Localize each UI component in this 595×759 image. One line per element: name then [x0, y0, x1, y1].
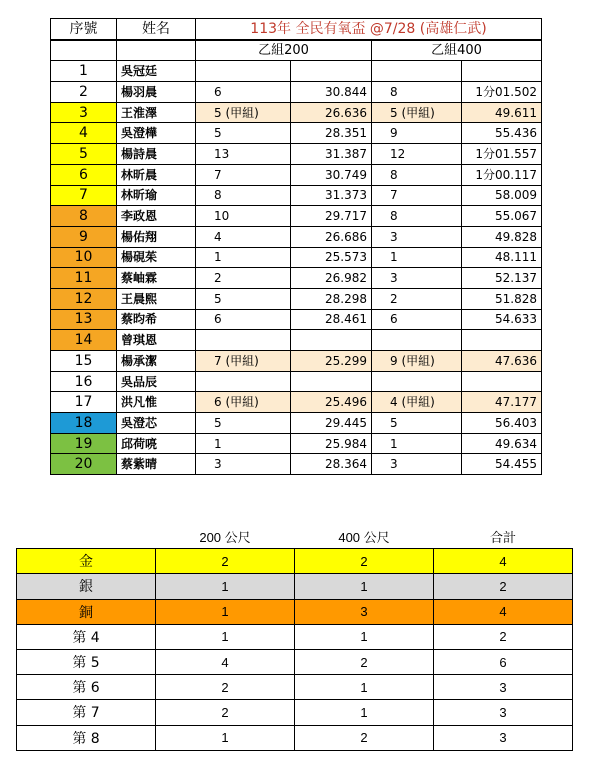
medal-count-400: 1	[295, 675, 434, 700]
time-400: 1分00.117	[462, 164, 542, 185]
athlete-number: 6	[51, 164, 117, 185]
group-400-header: 乙組400	[372, 40, 542, 61]
time-400: 49.828	[462, 226, 542, 247]
athlete-name: 蔡紫晴	[117, 454, 196, 475]
medal-count-400: 2	[295, 725, 434, 750]
meet-title: 113年 全民有氧盃 @7/28 (高雄仁武)	[196, 19, 542, 40]
time-400: 54.633	[462, 309, 542, 330]
place-200: 5	[196, 413, 291, 434]
medal-header-total: 合計	[489, 529, 516, 545]
place-200: 4	[196, 226, 291, 247]
place-200: 6	[196, 82, 291, 103]
medal-count-200: 4	[156, 649, 295, 674]
place-400: 2	[372, 288, 462, 309]
athlete-number: 9	[51, 226, 117, 247]
medal-row	[17, 649, 573, 674]
medal-count-200: 1	[156, 725, 295, 750]
place-400	[372, 61, 462, 82]
result-row	[51, 330, 542, 351]
place-400	[372, 330, 462, 351]
athlete-name: 楊承潔	[117, 351, 196, 372]
place-200: 6 (甲組)	[196, 392, 291, 413]
time-200: 28.364	[291, 454, 372, 475]
place-200: 7	[196, 164, 291, 185]
result-row	[51, 123, 542, 144]
time-400: 56.403	[462, 413, 542, 434]
place-200: 6	[196, 309, 291, 330]
result-row	[51, 206, 542, 227]
medal-row	[17, 675, 573, 700]
medal-header-200: 200 公尺	[199, 529, 251, 545]
medal-count-400: 1	[295, 574, 434, 599]
athlete-number: 2	[51, 82, 117, 103]
medal-count-total: 3	[434, 675, 573, 700]
time-200: 25.299	[291, 351, 372, 372]
time-200	[291, 330, 372, 351]
medal-count-total: 4	[434, 549, 573, 574]
athlete-name: 吳澄樺	[117, 123, 196, 144]
time-200: 28.461	[291, 309, 372, 330]
col-name-header: 姓名	[117, 19, 196, 40]
place-200: 8	[196, 185, 291, 206]
result-row	[51, 288, 542, 309]
time-400	[462, 371, 542, 392]
time-200: 28.298	[291, 288, 372, 309]
athlete-name: 吳澄芯	[117, 413, 196, 434]
athlete-number: 3	[51, 102, 117, 123]
place-400: 7	[372, 185, 462, 206]
medal-count-200: 2	[156, 675, 295, 700]
time-200: 28.351	[291, 123, 372, 144]
athlete-number: 13	[51, 309, 117, 330]
medal-count-total: 2	[434, 574, 573, 599]
athlete-name: 洪凡惟	[117, 392, 196, 413]
time-400: 55.067	[462, 206, 542, 227]
place-200	[196, 330, 291, 351]
athlete-name: 林昕晨	[117, 164, 196, 185]
place-400: 1	[372, 247, 462, 268]
medal-row	[17, 624, 573, 649]
time-200: 26.686	[291, 226, 372, 247]
athlete-number: 1	[51, 61, 117, 82]
time-200: 25.984	[291, 433, 372, 454]
medal-count-200: 1	[156, 574, 295, 599]
athlete-name: 李政恩	[117, 206, 196, 227]
medal-count-total: 6	[434, 649, 573, 674]
medal-label: 第 7	[17, 700, 156, 725]
place-400: 1	[372, 433, 462, 454]
athlete-name: 邱荷喨	[117, 433, 196, 454]
time-200: 25.573	[291, 247, 372, 268]
medal-label: 第 5	[17, 649, 156, 674]
results-group-row	[51, 40, 542, 61]
medal-label: 銀	[17, 574, 156, 599]
result-row	[51, 226, 542, 247]
time-400: 48.111	[462, 247, 542, 268]
medal-count-400: 3	[295, 599, 434, 624]
time-400: 55.436	[462, 123, 542, 144]
result-row	[51, 61, 542, 82]
athlete-number: 8	[51, 206, 117, 227]
group-200-header: 乙組200	[196, 40, 372, 61]
result-row	[51, 392, 542, 413]
place-400: 4 (甲組)	[372, 392, 462, 413]
place-200: 7 (甲組)	[196, 351, 291, 372]
time-200: 26.636	[291, 102, 372, 123]
medal-label: 第 6	[17, 675, 156, 700]
time-200	[291, 61, 372, 82]
athlete-name: 楊詩晨	[117, 144, 196, 165]
place-200: 2	[196, 268, 291, 289]
athlete-name: 蔡昀希	[117, 309, 196, 330]
athlete-name: 楊羽晨	[117, 82, 196, 103]
place-400: 8	[372, 82, 462, 103]
time-200: 26.982	[291, 268, 372, 289]
athlete-name: 吳冠廷	[117, 61, 196, 82]
place-200: 10	[196, 206, 291, 227]
place-200: 5	[196, 288, 291, 309]
medal-count-total: 4	[434, 599, 573, 624]
place-400: 8	[372, 164, 462, 185]
athlete-number: 5	[51, 144, 117, 165]
result-row	[51, 351, 542, 372]
result-row	[51, 247, 542, 268]
time-400	[462, 61, 542, 82]
result-row	[51, 144, 542, 165]
medal-count-200: 1	[156, 599, 295, 624]
time-200: 30.844	[291, 82, 372, 103]
time-400: 54.455	[462, 454, 542, 475]
athlete-number: 4	[51, 123, 117, 144]
time-400: 51.828	[462, 288, 542, 309]
athlete-number: 12	[51, 288, 117, 309]
place-200: 1	[196, 247, 291, 268]
place-400: 5 (甲組)	[372, 102, 462, 123]
results-header-row	[51, 19, 542, 40]
place-400: 3	[372, 268, 462, 289]
place-400: 6	[372, 309, 462, 330]
place-400: 3	[372, 454, 462, 475]
athlete-name: 吳品辰	[117, 371, 196, 392]
result-row	[51, 371, 542, 392]
medal-row	[17, 725, 573, 750]
time-400: 47.636	[462, 351, 542, 372]
medal-label: 第 8	[17, 725, 156, 750]
result-row	[51, 102, 542, 123]
result-row	[51, 454, 542, 475]
athlete-number: 20	[51, 454, 117, 475]
medal-count-400: 2	[295, 549, 434, 574]
results-table	[50, 18, 542, 475]
athlete-number: 15	[51, 351, 117, 372]
medal-count-total: 3	[434, 725, 573, 750]
result-row	[51, 82, 542, 103]
place-200: 13	[196, 144, 291, 165]
medal-label: 銅	[17, 599, 156, 624]
place-200	[196, 61, 291, 82]
place-200: 3	[196, 454, 291, 475]
medal-header-400: 400 公尺	[338, 529, 390, 545]
athlete-number: 17	[51, 392, 117, 413]
time-200	[291, 371, 372, 392]
medal-row	[17, 599, 573, 624]
place-200: 5 (甲組)	[196, 102, 291, 123]
athlete-number: 18	[51, 413, 117, 434]
result-row	[51, 413, 542, 434]
athlete-name: 楊硯茱	[117, 247, 196, 268]
place-400: 8	[372, 206, 462, 227]
result-row	[51, 164, 542, 185]
medal-count-200: 2	[156, 700, 295, 725]
athlete-number: 16	[51, 371, 117, 392]
medal-row	[17, 574, 573, 599]
time-400: 1分01.557	[462, 144, 542, 165]
result-row	[51, 433, 542, 454]
place-200: 1	[196, 433, 291, 454]
athlete-name: 蔡岫霖	[117, 268, 196, 289]
time-400: 52.137	[462, 268, 542, 289]
medal-label: 第 4	[17, 624, 156, 649]
place-400: 3	[372, 226, 462, 247]
athlete-name: 王淮澤	[117, 102, 196, 123]
place-200: 5	[196, 123, 291, 144]
medal-row	[17, 549, 573, 574]
col-no-header: 序號	[51, 19, 117, 40]
time-200: 31.387	[291, 144, 372, 165]
athlete-number: 11	[51, 268, 117, 289]
medal-body	[17, 524, 573, 750]
time-200: 30.749	[291, 164, 372, 185]
time-400: 1分01.502	[462, 82, 542, 103]
medal-count-400: 2	[295, 649, 434, 674]
athlete-number: 19	[51, 433, 117, 454]
result-row	[51, 309, 542, 330]
time-400: 49.634	[462, 433, 542, 454]
athlete-name: 楊佑翔	[117, 226, 196, 247]
place-400: 12	[372, 144, 462, 165]
athlete-number: 10	[51, 247, 117, 268]
result-row	[51, 268, 542, 289]
medal-count-400: 1	[295, 700, 434, 725]
place-400	[372, 371, 462, 392]
place-400: 9	[372, 123, 462, 144]
athlete-name: 曾琪恩	[117, 330, 196, 351]
time-400: 47.177	[462, 392, 542, 413]
place-400: 5	[372, 413, 462, 434]
group-row-blank-no	[51, 40, 117, 61]
athlete-number: 14	[51, 330, 117, 351]
time-200: 29.717	[291, 206, 372, 227]
medal-count-total: 2	[434, 624, 573, 649]
time-400: 49.611	[462, 102, 542, 123]
medal-header-blank	[17, 524, 156, 549]
athlete-number: 7	[51, 185, 117, 206]
medal-count-200: 1	[156, 624, 295, 649]
medal-table	[16, 524, 573, 751]
group-row-blank-name	[117, 40, 196, 61]
medal-count-400: 1	[295, 624, 434, 649]
medal-row	[17, 700, 573, 725]
medal-count-total: 3	[434, 700, 573, 725]
medal-header-row	[17, 524, 573, 549]
place-400: 9 (甲組)	[372, 351, 462, 372]
athlete-name: 林昕瑜	[117, 185, 196, 206]
results-body	[51, 19, 542, 475]
time-200: 29.445	[291, 413, 372, 434]
medal-count-200: 2	[156, 549, 295, 574]
time-200: 25.496	[291, 392, 372, 413]
athlete-name: 王晨熙	[117, 288, 196, 309]
result-row	[51, 185, 542, 206]
time-400: 58.009	[462, 185, 542, 206]
time-400	[462, 330, 542, 351]
place-200	[196, 371, 291, 392]
time-200: 31.373	[291, 185, 372, 206]
medal-label: 金	[17, 549, 156, 574]
